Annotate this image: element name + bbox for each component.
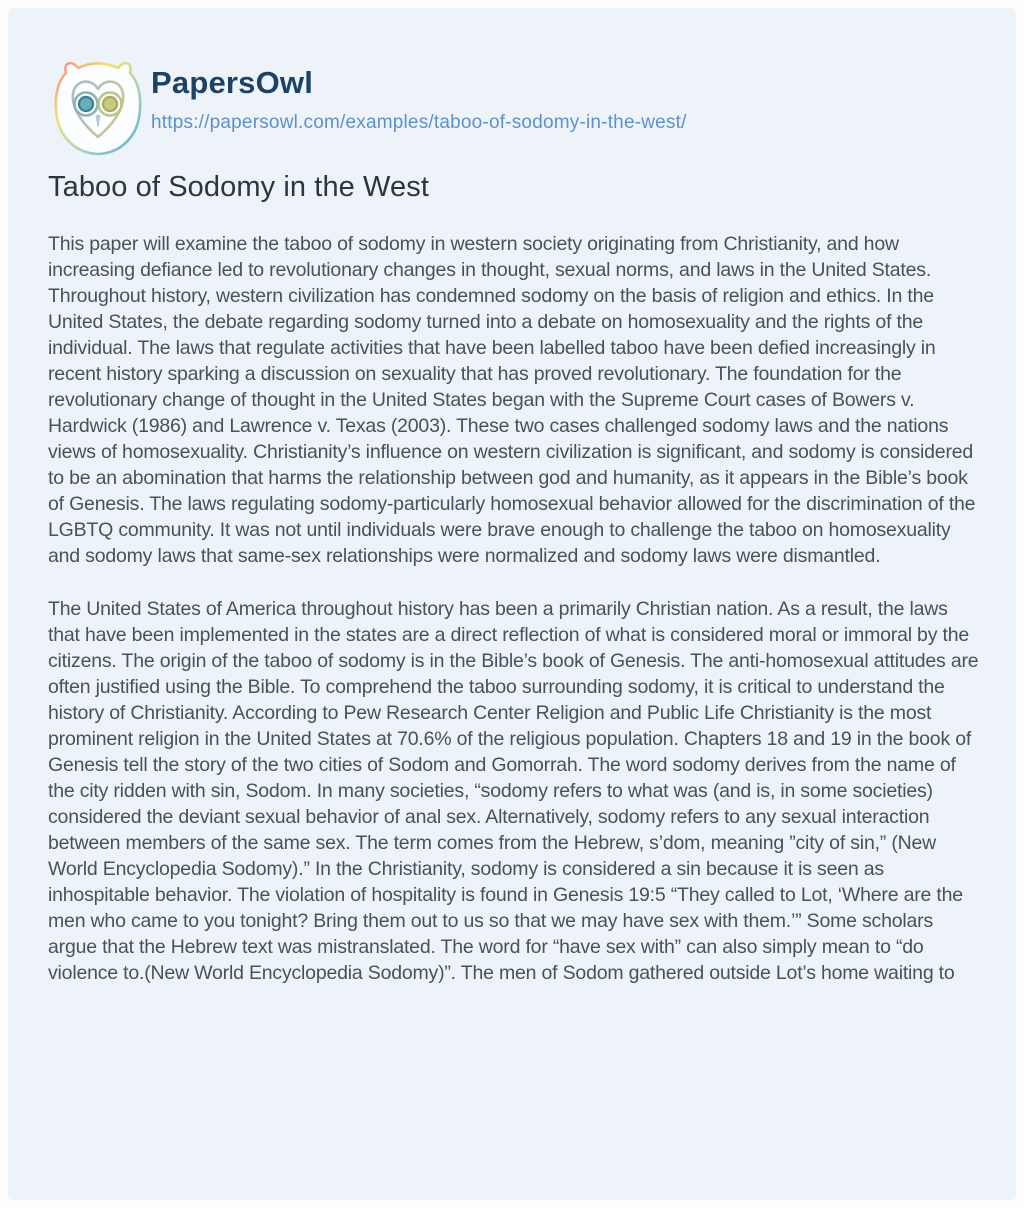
article-paragraph-1: This paper will examine the taboo of sodomy in western society originating from Christianity, and how increasing defiance led to revolutionary changes in thought, sexual norms, and laws in the United States. Throughout history, western civilization has condemned sodomy on the basis of religion and ethics. In the United States, the debate regarding sodomy turned into a debate on homosexuality and the rights of the individual. The laws that regulate activities that have been labelled taboo have been defied increasingly in recent history sparking a discussion on sexuality that has proved revolutionary. The foundation for the revolutionary change of thought in the United States began with the Supreme Court cases of Bowers v. Hardwick (1986) and Lawrence v. Texas (2003). These two cases challenged sodomy laws and the nations views of homosexuality. Christianity’s influence on western civilization is significant, and sodomy is considered to be an abomination that harms the relationship between god and humanity, as it appears in the Bible’s book of Genesis. The laws regulating sodomy-particularly homosexual behavior allowed for the discrimination of the LGBTQ community. It was not until individuals were brave enough to challenge the taboo on homosexuality and sodomy laws that same-sex relationships were normalized and sodomy laws were dismantled. <box>48 233 976 567</box>
article-paragraph-2: The United States of America throughout history has been a primarily Christian nation. As a result, the laws that have been implemented in the states are a direct reflection of what is considered moral or immoral by the citizens. The origin of the taboo of sodomy is in the Bible’s book of Genesis. The anti-homosexual attitudes are often justified using the Bible. To comprehend the taboo surrounding sodomy, it is critical to understand the history of Christianity. According to Pew Research Center Religion and Public Life Christianity is the most prominent religion in the United States at 70.6% of the religious population. Chapters 18 and 19 in the book of Genesis tell the story of the two cities of Sodom and Gomorrah. The word sodomy derives from the name of the city ridden with sin, Sodom. In many societies, “sodomy refers to what was (and is, in some societies) considered the deviant sexual behavior of anal sex. Alternatively, sodomy refers to any sexual interaction between members of the same sex. The term comes from the Hebrew, s’dom, meaning ”city of sin,” (New World Encyclopedia Sodomy).” In the Christianity, sodomy is considered a sin because it is seen as inhospitable behavior. The violation of hospitality is found in Genesis 19:5 “They called to Lot, ‘Where are the men who came to you tonight? Bring them out to us so that we may have sex with them.’” Some scholars argue that the Hebrew text was mistranslated. The word for “have sex with” can also simply mean to “do violence to.(New World Encyclopedia Sodomy)”. The men of Sodom gathered outside Lot’s home waiting to <box>48 598 979 984</box>
document-page-panel <box>8 8 1016 1200</box>
site-header <box>48 57 980 161</box>
brand-name: PapersOwl <box>151 65 314 100</box>
article-body <box>48 231 980 986</box>
page-title: Taboo of Sodomy in the West <box>48 171 429 203</box>
brand-block <box>151 57 687 134</box>
source-url: https://papersowl.com/examples/taboo-of-sodomy-in-the-west/ <box>151 112 687 133</box>
papersowl-owl-logo-icon <box>48 57 148 161</box>
document-content <box>8 8 1016 986</box>
